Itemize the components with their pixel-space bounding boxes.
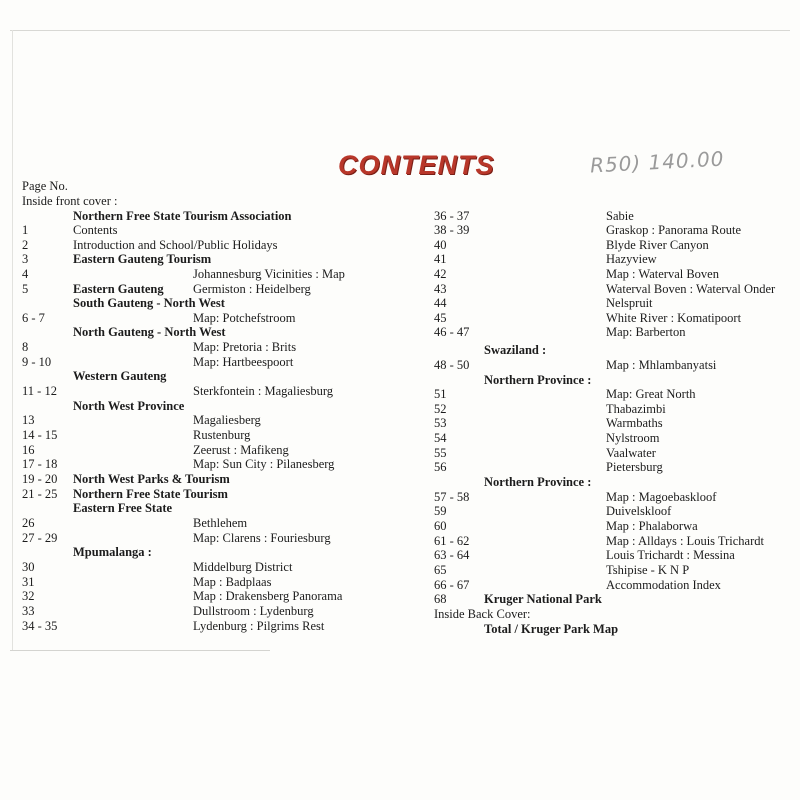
toc-entry: North West Parks & Tourism [73,472,230,486]
toc-entry: Map : Phalaborwa [606,519,698,533]
toc-page-number: 1 [22,223,29,237]
toc-entry: Graskop : Panorama Route [606,223,742,237]
section-heading: Northern Province : [484,373,592,387]
toc-page-number: 27 - 29 [22,531,58,545]
section-heading: Northern Free State Tourism Association [73,209,292,223]
toc-page-number: 66 - 67 [434,578,470,592]
page-no-label: Page No. [22,179,68,193]
toc-page-number: 46 - 47 [434,325,470,339]
toc-entry: Waterval Boven : Waterval Onder [606,282,776,296]
toc-entry: Map: Hartbeespoort [193,355,294,369]
toc-page-number: 52 [434,402,447,416]
toc-entry: Zeerust : Mafikeng [193,443,289,457]
toc-entry: Bethlehem [193,516,248,530]
toc-entry: Eastern Gauteng Tourism [73,252,212,266]
toc-page-number: 36 - 37 [434,209,470,223]
toc-page-number: 21 - 25 [22,487,58,501]
toc-page-number: 60 [434,519,447,533]
section-heading: Western Gauteng [73,369,167,383]
toc-page-number: 44 [434,296,447,310]
toc-page-number: 38 - 39 [434,223,470,237]
toc-page-number: 57 - 58 [434,490,470,504]
toc-page-number: 55 [434,446,447,460]
toc-page-number: 30 [22,560,35,574]
toc-page-number: 17 - 18 [22,457,58,471]
toc-page-number: 31 [22,575,35,589]
toc-entry: Map: Pretoria : Brits [193,340,297,354]
scan-edge-left [12,30,13,650]
toc-entry: Map: Clarens : Fouriesburg [193,531,331,545]
toc-page-number: 26 [22,516,35,530]
toc-entry: Thabazimbi [606,402,666,416]
toc-entry: Germiston : Heidelberg [193,282,311,296]
toc-page-number: 42 [434,267,447,281]
toc-page-number: 59 [434,504,447,518]
toc-entry: Contents [73,223,118,237]
toc-entry: Dullstroom : Lydenburg [193,604,314,618]
toc-entry: Map : Magoebaskloof [606,490,717,504]
toc-page-number: 32 [22,589,35,603]
toc-entry: Nelspruit [606,296,653,310]
toc-entry: Map : Alldays : Louis Trichardt [606,534,764,548]
toc-entry: Kruger National Park [484,592,602,606]
toc-entry: Map: Barberton [606,325,686,339]
toc-page-number: 16 [22,443,35,457]
scan-edge-bottom [10,650,270,651]
toc-entry: Map : Badplaas [193,575,272,589]
toc-page-number: 40 [434,238,447,252]
toc-page-number: 11 - 12 [22,384,57,398]
toc-entry: Map: Potchefstroom [193,311,296,325]
section-heading: Eastern Free State [73,501,173,515]
toc-entry: Hazyview [606,252,657,266]
toc-entry: Blyde River Canyon [606,238,709,252]
section-heading: Swaziland : [484,343,547,357]
toc-page-number: 2 [22,238,29,252]
toc-page-number: 48 - 50 [434,358,470,372]
toc-entry: Map : Mhlambanyatsi [606,358,717,372]
section-heading: Northern Province : [484,475,592,489]
toc-entry: Magaliesberg [193,413,261,427]
toc-page-number: 6 - 7 [22,311,45,325]
section-heading: North West Province [73,399,185,413]
toc-entry: Map: Sun City : Pilanesberg [193,457,335,471]
toc-entry: Johannesburg Vicinities : Map [193,267,345,281]
section-heading: Eastern Gauteng [73,282,164,296]
toc-page-number: 34 - 35 [22,619,58,633]
section-heading: Mpumalanga : [73,545,152,559]
toc-entry: Middelburg District [193,560,293,574]
toc-entry: Introduction and School/Public Holidays [73,238,278,252]
toc-page-number: 43 [434,282,447,296]
toc-entry: Lydenburg : Pilgrims Rest [193,619,325,633]
handwritten-price-note: R50) 140.00 [589,146,726,178]
toc-entry: Northern Free State Tourism [73,487,228,501]
page-title: CONTENTS [338,150,495,180]
toc-page-number: 68 [434,592,447,606]
toc-page-number: 65 [434,563,447,577]
toc-entry: Pietersburg [606,460,663,474]
toc-page-number: 56 [434,460,447,474]
section-heading: Total / Kruger Park Map [484,622,619,636]
toc-page-number: 51 [434,387,447,401]
toc-entry: Vaalwater [606,446,656,460]
toc-entry: Tshipise - K N P [606,563,690,577]
toc-page-number: 33 [22,604,35,618]
toc-page-number: 13 [22,413,35,427]
toc-page-number: 45 [434,311,447,325]
toc-page-number: 53 [434,416,447,430]
toc-entry: Map : Waterval Boven [606,267,719,281]
toc-page-number: 5 [22,282,29,296]
toc-entry: Warmbaths [606,416,663,430]
toc-page-number: 4 [22,267,29,281]
toc-entry: Rustenburg [193,428,251,442]
toc-page-number: 19 - 20 [22,472,58,486]
toc-page-number: 54 [434,431,447,445]
toc-page-number: 41 [434,252,447,266]
inside-back-cover-label: Inside Back Cover: [434,607,531,621]
toc-entry: Sterkfontein : Magaliesburg [193,384,334,398]
toc-page-number: 61 - 62 [434,534,470,548]
inside-front-cover-label: Inside front cover : [22,194,118,208]
toc-entry: Map : Drakensberg Panorama [193,589,343,603]
toc-entry: Sabie [606,209,634,223]
toc-entry: Accommodation Index [606,578,721,592]
toc-entry: Nylstroom [606,431,660,445]
toc-page-number: 3 [22,252,29,266]
section-heading: North Gauteng - North West [73,325,226,339]
toc-page-number: 14 - 15 [22,428,58,442]
toc-entry: Louis Trichardt : Messina [606,548,735,562]
section-heading: South Gauteng - North West [73,296,225,310]
toc-entry: White River : Komatipoort [606,311,742,325]
toc-page-number: 63 - 64 [434,548,470,562]
toc-entry: Map: Great North [606,387,696,401]
scan-edge-top [10,30,790,31]
toc-page-number: 9 - 10 [22,355,52,369]
toc-entry: Duivelskloof [606,504,672,518]
toc-page-number: 8 [22,340,29,354]
